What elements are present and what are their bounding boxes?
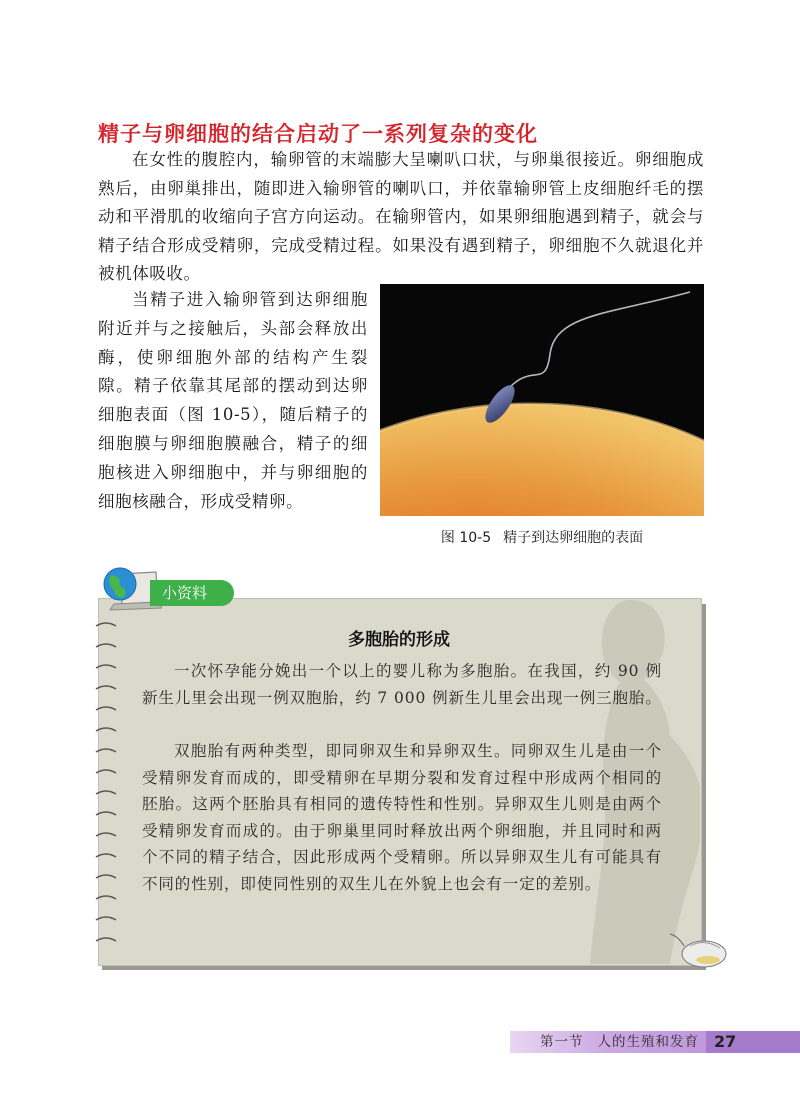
sperm-egg-photo — [380, 284, 704, 516]
note-paragraph-2: 双胞胎有两种类型，即同卵双生和异卵双生。同卵双生儿是由一个受精卵发育而成的，即受精卵在早期分裂和发育过程中形成两个相同的胚胎。这两个胚胎具有相同的遗传特性和性别。异卵双生儿则是由两个受精卵发育而成的。由于卵巢里同时释放出两个卵细胞，并且同时和两个不同的精子结合，因此形成两个受精卵。所以异卵双生儿有可能具有不同的性别，即使同性别的双生儿在外貌上也会有一定的差别。 — [142, 742, 662, 893]
figure-caption — [380, 527, 704, 547]
note-badge: 小资料 — [150, 580, 234, 606]
footer-section: 第一节 — [540, 1034, 584, 1050]
footer-running-head — [540, 1031, 699, 1053]
body-paragraph-2: 当精子进入输卵管到达卵细胞附近并与之接触后，头部会释放出酶，使卵细胞外部的结构产生裂隙。精子依靠其尾部的摆动到达卵细胞表面（图 10-5），随后精子的细胞膜与卵细胞膜融合，精子的细胞核进入卵细胞中，并与卵细胞的细胞核融合，形成受精卵。 — [98, 290, 368, 511]
page-number: 27 — [706, 1031, 800, 1053]
body-paragraph-1: 在女性的腹腔内，输卵管的末端膨大呈喇叭口状，与卵巢很接近。卵细胞成熟后，由卵巢排出，随即进入输卵管的喇叭口，并依靠输卵管上皮细胞纤毛的摆动和平滑肌的收缩向子宫方向运动。在输卵管内，如果卵细胞遇到精子，就会与精子结合形成受精卵，完成受精过程。如果没有遇到精子，卵细胞不久就退化并被机体吸收。 — [98, 150, 704, 283]
section-title: 精子与卵细胞的结合启动了一系列复杂的变化 — [98, 122, 538, 146]
computer-mouse-icon — [668, 930, 730, 970]
note-title: 多胞胎的形成 — [348, 630, 450, 650]
note-paragraph-1: 一次怀孕能分娩出一个以上的婴儿称为多胞胎。在我国，约 90 例新生儿里会出现一例双胞胎，约 7 000 例新生儿里会出现一例三胞胎。 — [142, 662, 662, 707]
figure-caption-text: 精子到达卵细胞的表面 — [503, 530, 644, 546]
figure-number: 图 10-5 — [440, 530, 492, 546]
footer-chapter: 人的生殖和发育 — [597, 1034, 699, 1050]
spiral-binding-icon — [92, 620, 120, 950]
